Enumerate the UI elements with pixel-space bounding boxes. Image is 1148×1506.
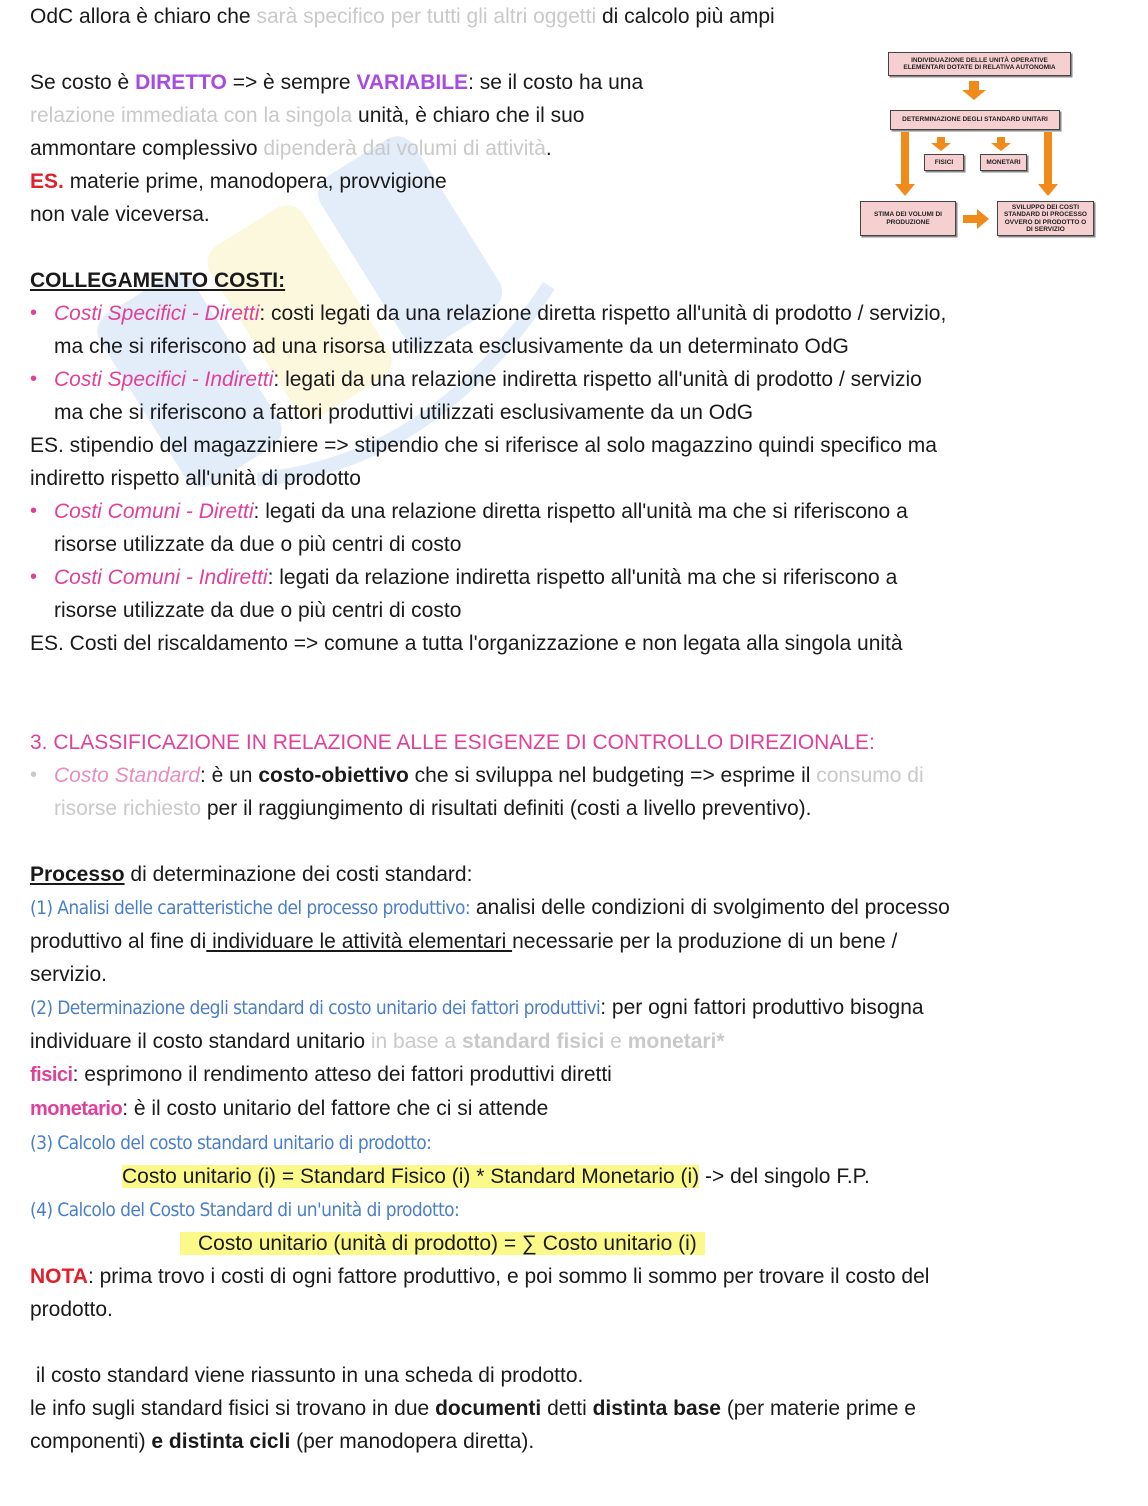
underlined-text: individuare le attività elementari <box>206 930 513 953</box>
bullet-comuni-indiretti <box>30 561 1125 594</box>
text: detti <box>541 1397 593 1420</box>
text: : esprimono il rendimento atteso dei fattori produttivi diretti <box>72 1063 612 1086</box>
bullet-comuni-diretti <box>30 495 1125 528</box>
text: necessarie per la produzione di un bene / <box>512 930 898 953</box>
text: per il raggiungimento di risultati definiti (costi a livello preventivo). <box>201 797 812 820</box>
formula2-line <box>30 1227 1125 1260</box>
bullet-costo-standard <box>30 759 1125 792</box>
formula-costo-unitario: Costo unitario (i) = Standard Fisico (i) * Standard Monetario (i) <box>122 1165 700 1188</box>
bullet-continuation: risorse utilizzate da due o più centri di costo <box>54 599 462 622</box>
text: (per manodopera diretta). <box>290 1430 535 1453</box>
text: che si sviluppa nel budgeting => esprime il <box>408 764 817 787</box>
bullet-specifici-diretti <box>30 297 1125 330</box>
bullet-term: Costo Standard <box>54 764 200 787</box>
text: : se il costo ha una <box>468 71 644 94</box>
text: : legati da una relazione indiretta rispetto all'unità di prodotto / servizio <box>273 368 922 391</box>
distinta-cicli-term: e distinta cicli <box>151 1430 291 1453</box>
step1-label: (1) Analisi delle caratteristiche del processo produttivo: <box>30 897 471 919</box>
gray-bold-text: standard fisici <box>461 1030 605 1053</box>
bullet-term: Costi Comuni - Diretti <box>54 500 254 523</box>
intro-tail: di calcolo più ampi <box>596 5 775 28</box>
gray-text: relazione immediata con la singola <box>30 104 353 127</box>
monetario-term: monetario <box>30 1098 123 1120</box>
diagram-box-sviluppo-costi: SVILUPPO DEI COSTI STANDARD DI PROCESSO OVVERO DI PRODOTTO O DI SERVIZIO <box>997 201 1094 236</box>
example-riscaldamento: ES. Costi del riscaldamento => comune a tutta l'organizzazione e non legata alla singola unità <box>30 632 903 655</box>
distinta-base-term: distinta base <box>592 1397 721 1420</box>
closing-line-1: il costo standard viene riassunto in una scheda di prodotto. <box>30 1364 584 1387</box>
step4-line <box>30 1193 1125 1227</box>
bullet-continuation: ma che si riferiscono a fattori produttivi utilizzati esclusivamente da un OdG <box>54 401 754 424</box>
step2-line-2 <box>30 1025 1125 1058</box>
gray-bold-text: monetari* <box>627 1030 725 1053</box>
bullet-term: Costi Comuni - Indiretti <box>54 566 268 589</box>
diretto-term: DIRETTO <box>135 71 227 94</box>
closing-line-3 <box>30 1425 1125 1458</box>
step2-label: (2) Determinazione degli standard di costo unitario dei fattori produttivi <box>30 997 601 1019</box>
text: : legati da relazione indiretta rispetto all'unità ma che si riferiscono a <box>267 566 898 589</box>
step3-label: (3) Calcolo del costo standard unitario di prodotto: <box>30 1132 432 1154</box>
text: : è un <box>199 764 259 787</box>
text: le info sugli standard fisici si trovano in due <box>30 1397 436 1420</box>
text: : per ogni fattori produttivo bisogna <box>600 996 924 1019</box>
formula-costo-prodotto: Costo unitario (unità di prodotto) = ∑ Costo unitario (i) <box>180 1232 705 1255</box>
text: componenti) <box>30 1430 152 1453</box>
section3-heading: 3. CLASSIFICAZIONE IN RELAZIONE ALLE ESIGENZE DI CONTROLLO DIREZIONALE: <box>30 731 875 754</box>
costo-obiettivo-term: costo-obiettivo <box>258 764 409 787</box>
documenti-term: documenti <box>435 1397 542 1420</box>
text: di determinazione dei costi standard: <box>124 863 473 886</box>
nota-label: NOTA <box>30 1265 88 1288</box>
diagram-box-monetari: MONETARI <box>980 154 1027 171</box>
text: : è il costo unitario del fattore che ci si attende <box>122 1097 549 1120</box>
text: : legati da una relazione diretta rispetto all'unità ma che si riferiscono a <box>253 500 908 523</box>
variabile-term: VARIABILE <box>356 71 469 94</box>
gray-text: risorse richiesto <box>54 797 202 820</box>
step1-line-2 <box>30 925 1125 958</box>
formula1-line <box>30 1160 1125 1193</box>
text: produttivo al fine di <box>30 930 207 953</box>
diretto-line-1 <box>30 66 1125 99</box>
bullet-specifici-indiretti <box>30 363 1125 396</box>
gray-text: e <box>604 1030 628 1053</box>
bullet-continuation <box>30 792 1125 825</box>
text: -> del singolo F.P. <box>699 1165 870 1188</box>
nota-line-1 <box>30 1260 1125 1293</box>
text: ammontare complessivo <box>30 137 264 160</box>
gray-text: dipenderà dai volumi di attività <box>263 137 546 160</box>
step1-line-3: servizio. <box>30 963 108 986</box>
fisici-term: fisici <box>30 1064 73 1086</box>
diagram-box-individuazione: INDIVIDUAZIONE DELLE UNITÀ OPERATIVE ELEMENTARI DOTATE DI RELATIVA AUTONOMIA <box>888 52 1071 76</box>
example-continuation: indiretto rispetto all'unità di prodotto <box>30 467 361 490</box>
bullet-term: Costi Specifici - Indiretti <box>54 368 274 391</box>
diagram-box-stima-volumi: STIMA DEI VOLUMI DI PRODUZIONE <box>860 201 956 236</box>
diretto-example <box>30 165 1125 198</box>
collegamento-heading: COLLEGAMENTO COSTI: <box>30 269 286 292</box>
fisici-definition <box>30 1058 1125 1092</box>
text: unità, è chiaro che il suo <box>352 104 585 127</box>
monetario-definition <box>30 1092 1125 1126</box>
text: : costi legati da una relazione diretta rispetto all'unità di prodotto / servizio, <box>259 302 947 325</box>
bullet-continuation: ma che si riferiscono ad una risorsa utilizzata esclusivamente da un determinato OdG <box>54 335 849 358</box>
step4-label: (4) Calcolo del Costo Standard di un'unità di prodotto: <box>30 1199 460 1221</box>
diagram-box-fisici: FISICI <box>924 154 964 171</box>
intro-gray-text: sarà specifico per tutti gli altri oggetti <box>256 5 597 28</box>
diretto-note: non vale viceversa. <box>30 203 210 226</box>
nota-line-2: prodotto. <box>30 1298 113 1321</box>
intro-text: OdC allora è chiaro che <box>30 5 257 28</box>
es-label: ES. <box>30 170 64 193</box>
bullet-continuation: risorse utilizzate da due o più centri di costo <box>54 533 462 556</box>
document-page <box>30 0 1125 1458</box>
step1-line-1 <box>30 891 1125 925</box>
step2-line-1 <box>30 991 1125 1025</box>
step3-line <box>30 1126 1125 1160</box>
text: : prima trovo i costi di ogni fattore produttivo, e poi sommo li sommo per trovare il costo del <box>87 1265 930 1288</box>
processo-term: Processo <box>30 863 125 886</box>
text: analisi delle condizioni di svolgimento del processo <box>470 896 950 919</box>
text: => è sempre <box>226 71 357 94</box>
example-magazziniere: ES. stipendio del magazziniere => stipendio che si riferisce al solo magazzino quindi specifico ma <box>30 434 937 457</box>
gray-text: consumo di <box>816 764 924 787</box>
intro-line <box>30 0 1125 33</box>
text: (per materie prime e <box>720 1397 916 1420</box>
text: individuare il costo standard unitario <box>30 1030 371 1053</box>
gray-text: in base a <box>370 1030 462 1053</box>
closing-line-2 <box>30 1392 1125 1425</box>
diretto-line-2 <box>30 99 1125 132</box>
diretto-line-3 <box>30 132 1125 165</box>
text: . <box>545 137 552 160</box>
processo-heading <box>30 858 1125 891</box>
diagram-box-determinazione: DETERMINAZIONE DEGLI STANDARD UNITARI <box>890 110 1060 130</box>
bullet-term: Costi Specifici - Diretti <box>54 302 260 325</box>
text: materie prime, manodopera, provvigione <box>63 170 447 193</box>
text: Se costo è <box>30 71 136 94</box>
